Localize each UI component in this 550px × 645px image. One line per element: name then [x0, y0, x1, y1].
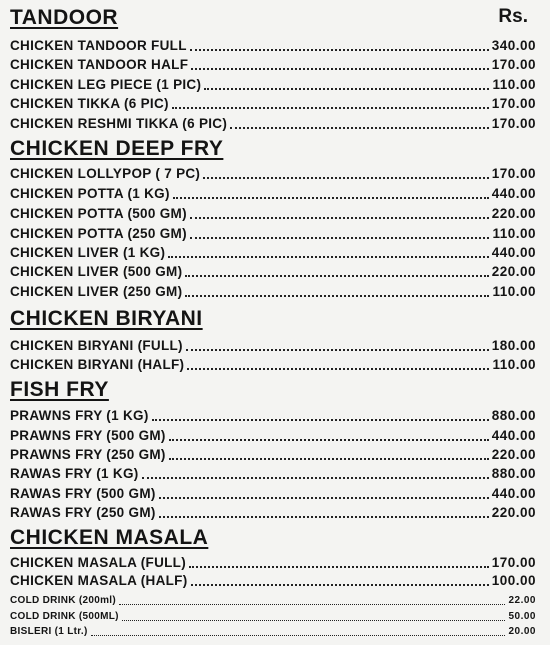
item-name: CHICKEN LIVER (1 KG)	[10, 245, 166, 260]
menu-item	[10, 408, 536, 424]
item-name: CHICKEN MASALA (FULL)	[10, 555, 187, 570]
item-name: CHICKEN POTTA (500 GM)	[10, 206, 187, 221]
item-name: CHICKEN RESHMI TIKKA (6 PIC)	[10, 116, 228, 131]
leader-dots	[122, 620, 506, 621]
item-name: CHICKEN LIVER (250 GM)	[10, 284, 183, 299]
item-price: 170.00	[491, 57, 536, 72]
item-price: 170.00	[491, 116, 536, 131]
leader-dots	[173, 197, 489, 199]
item-price: 110.00	[492, 77, 536, 92]
extra-item	[10, 595, 536, 607]
item-price: 110.00	[492, 226, 536, 241]
item-name: RAWAS FRY (500 GM)	[10, 486, 156, 501]
menu-item	[10, 466, 536, 482]
leader-dots	[204, 88, 489, 90]
item-price: 440.00	[491, 486, 536, 501]
leader-dots	[190, 217, 489, 219]
item-price: 50.00	[508, 611, 536, 622]
menu-item	[10, 116, 536, 132]
item-name: PRAWNS FRY (500 GM)	[10, 428, 166, 443]
item-price: 220.00	[491, 505, 536, 520]
item-name: CHICKEN BIRYANI (HALF)	[10, 357, 185, 372]
item-name: CHICKEN MASALA (HALF)	[10, 573, 188, 588]
item-price: 440.00	[491, 245, 536, 260]
leader-dots	[203, 177, 488, 179]
item-name: CHICKEN TANDOOR FULL	[10, 38, 187, 53]
item-price: 220.00	[491, 447, 536, 462]
item-name: COLD DRINK (500ML)	[10, 611, 119, 622]
item-name: COLD DRINK (200ml)	[10, 595, 116, 606]
leader-dots	[152, 419, 489, 421]
menu-item	[10, 96, 536, 112]
menu-item	[10, 573, 536, 589]
item-price: 110.00	[492, 357, 536, 372]
menu-item	[10, 447, 536, 463]
item-name: CHICKEN POTTA (1 KG)	[10, 186, 170, 201]
item-price: 180.00	[491, 338, 536, 353]
item-price: 170.00	[491, 96, 536, 111]
item-name: CHICKEN BIRYANI (FULL)	[10, 338, 183, 353]
item-name: RAWAS FRY (1 KG)	[10, 466, 139, 481]
leader-dots	[119, 604, 506, 605]
menu-item	[10, 555, 536, 571]
item-price: 170.00	[491, 166, 536, 181]
section-title-chicken-deep-fry: CHICKEN DEEP FRY	[10, 137, 224, 160]
item-price: 220.00	[491, 264, 536, 279]
menu-item	[10, 357, 536, 373]
item-name: RAWAS FRY (250 GM)	[10, 505, 156, 520]
menu-item	[10, 505, 536, 521]
section-title-tandoor: TANDOOR	[10, 6, 119, 29]
item-name: PRAWNS FRY (250 GM)	[10, 447, 166, 462]
item-name: CHICKEN LOLLYPOP ( 7 PC)	[10, 166, 201, 181]
item-price: 440.00	[491, 428, 536, 443]
item-name: BISLERI (1 Ltr.)	[10, 626, 88, 637]
menu-item	[10, 226, 536, 242]
leader-dots	[142, 477, 489, 479]
leader-dots	[159, 497, 489, 499]
extra-item	[10, 611, 536, 623]
item-name: CHICKEN LIVER (500 GM)	[10, 264, 183, 279]
leader-dots	[191, 68, 488, 70]
leader-dots	[230, 127, 489, 129]
menu-item	[10, 486, 536, 502]
leader-dots	[189, 566, 489, 568]
leader-dots	[185, 295, 489, 297]
leader-dots	[159, 516, 489, 518]
leader-dots	[191, 584, 489, 586]
item-price: 340.00	[491, 38, 536, 53]
leader-dots	[169, 439, 489, 441]
extra-item	[10, 626, 536, 638]
menu-item	[10, 166, 536, 182]
leader-dots	[190, 237, 490, 239]
section-title-chicken-biryani: CHICKEN BIRYANI	[10, 307, 203, 330]
leader-dots	[168, 256, 488, 258]
item-name: CHICKEN LEG PIECE (1 PIC)	[10, 77, 202, 92]
menu-item	[10, 206, 536, 222]
item-price: 110.00	[492, 284, 536, 299]
section-title-chicken-masala: CHICKEN MASALA	[10, 526, 209, 549]
item-price: 880.00	[491, 408, 536, 423]
menu-item	[10, 77, 536, 93]
menu-item	[10, 338, 536, 354]
currency-label: Rs.	[498, 6, 528, 27]
item-price: 880.00	[491, 466, 536, 481]
leader-dots	[187, 368, 489, 370]
item-price: 440.00	[491, 186, 536, 201]
item-price: 22.00	[508, 595, 536, 606]
leader-dots	[91, 635, 506, 636]
menu-item	[10, 284, 536, 300]
item-name: CHICKEN TANDOOR HALF	[10, 57, 189, 72]
item-name: PRAWNS FRY (1 KG)	[10, 408, 149, 423]
item-price: 100.00	[491, 573, 536, 588]
item-name: CHICKEN POTTA (250 GM)	[10, 226, 187, 241]
leader-dots	[169, 458, 489, 460]
leader-dots	[172, 107, 489, 109]
section-title-fish-fry: FISH FRY	[10, 378, 109, 401]
leader-dots	[190, 49, 489, 51]
menu-item	[10, 428, 536, 444]
menu-item	[10, 264, 536, 280]
menu-item	[10, 245, 536, 261]
item-name: CHICKEN TIKKA (6 PIC)	[10, 96, 169, 111]
menu-item	[10, 38, 536, 54]
item-price: 20.00	[508, 626, 536, 637]
menu-item	[10, 186, 536, 202]
leader-dots	[185, 275, 488, 277]
item-price: 220.00	[491, 206, 536, 221]
leader-dots	[186, 349, 489, 351]
menu-item	[10, 57, 536, 73]
item-price: 170.00	[491, 555, 536, 570]
